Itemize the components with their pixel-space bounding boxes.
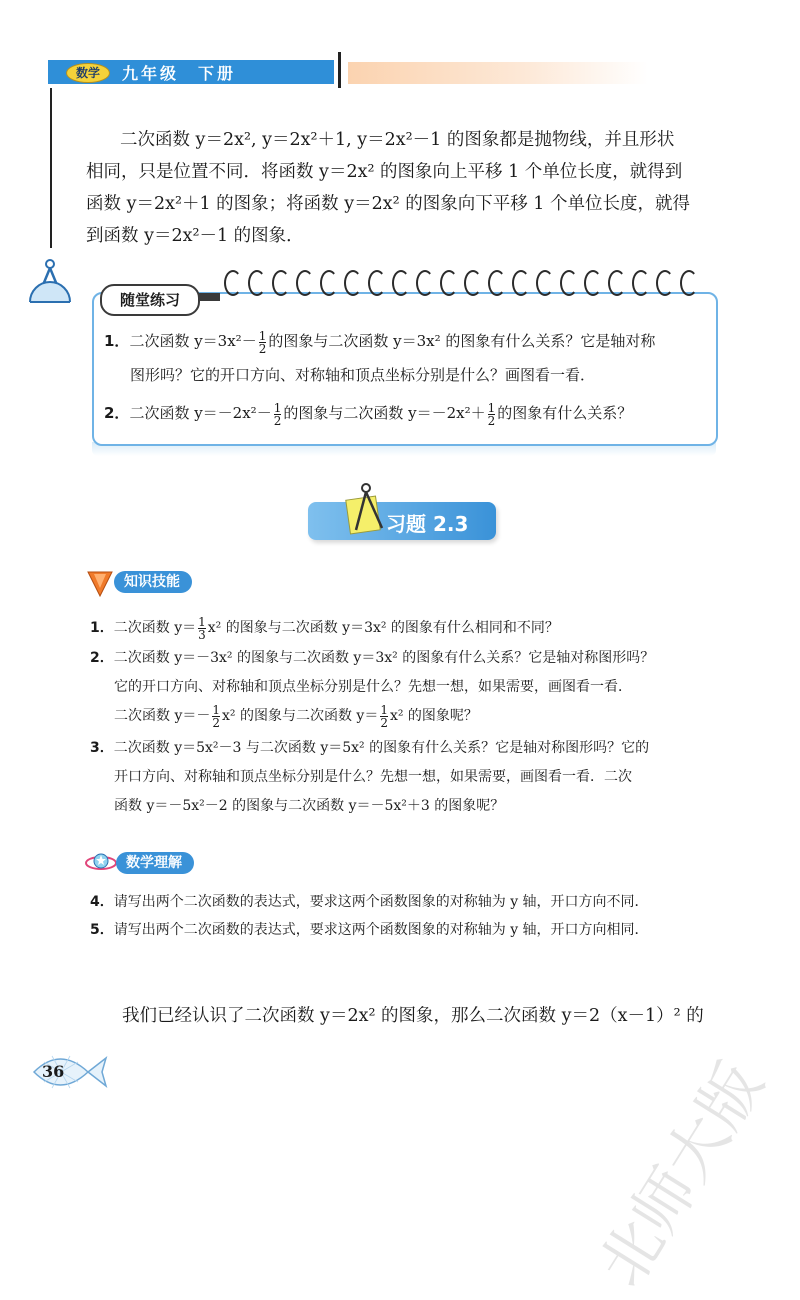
compass-icon [26, 258, 74, 308]
exercise-text: 函数 y＝－5x²－2 的图象与二次函数 y＝－5x²＋3 的图象呢？ [114, 798, 505, 814]
exercise-number: 1． [90, 620, 114, 636]
fraction [212, 704, 220, 729]
exercise-text: 它的开口方向、对称轴和顶点坐标分别是什么？先想一想，如果需要，画图看一看． [114, 679, 632, 695]
exercise-text: x² 的图象呢？ [389, 708, 478, 724]
intro-line-4: 到函数 y＝2x²－1 的图象． [86, 226, 304, 246]
fraction-numerator: 1 [258, 328, 267, 343]
spiral-ring [656, 270, 674, 296]
item-number: 2． [104, 404, 130, 422]
spiral-ring [392, 270, 410, 296]
spiral-ring [512, 270, 530, 296]
practice-item-2 [104, 400, 704, 427]
spiral-ring [632, 270, 650, 296]
exercise-text: x² 的图象与二次函数 y＝3x² 的图象有什么相同和不同？ [207, 620, 559, 636]
section-tag-understanding: 数学理解 [116, 852, 194, 874]
spiral-ring [440, 270, 458, 296]
closing-paragraph: 我们已经认识了二次函数 y＝2x² 的图象，那么二次函数 y＝2（x－1）² 的 [122, 1006, 704, 1026]
intro-line-3: 函数 y＝2x²＋1 的图象；将函数 y＝2x² 的图象向下平移 1 个单位长度，就得 [86, 194, 690, 214]
exercise-text: 请写出两个二次函数的表达式，要求这两个函数图象的对称轴为 y 轴，开口方向相同． [113, 922, 649, 938]
spiral-ring [416, 270, 434, 296]
spiral-ring [464, 270, 482, 296]
header-decoration [348, 62, 648, 84]
exercise-text: x² 的图象与二次函数 y＝ [222, 708, 379, 724]
header-separator [338, 52, 341, 88]
fraction [259, 330, 267, 355]
spiral-ring [368, 270, 386, 296]
item-text: 的图象与二次函数 y＝－2x²＋ [283, 404, 486, 422]
fraction-numerator: 1 [487, 400, 496, 415]
fraction-numerator: 1 [380, 702, 388, 717]
fraction-numerator: 1 [273, 400, 282, 415]
exercise-number: 2． [90, 650, 114, 666]
exercise-number: 4． [90, 894, 114, 910]
practice-label: 随堂练习 [100, 284, 200, 316]
item-text: 的图象有什么关系？ [497, 404, 633, 422]
exercise-3 [90, 734, 730, 821]
exercise-text: 开口方向、对称轴和顶点坐标分别是什么？先想一想，如果需要，画图看一看．二次 [114, 769, 632, 785]
subject-logo: 数学 [66, 63, 110, 83]
fraction-denominator: 2 [212, 715, 220, 730]
fraction-denominator: 2 [273, 413, 282, 428]
spiral-ring [272, 270, 290, 296]
fraction [198, 616, 206, 641]
spiral-ring [608, 270, 626, 296]
spiral-ring [224, 270, 242, 296]
exercise-1 [90, 614, 730, 643]
spiral-ring [560, 270, 578, 296]
practice-item-1-line-2: 图形吗？它的开口方向、对称轴和顶点坐标分别是什么？画图看一看． [130, 366, 596, 384]
diamond-icon [86, 568, 114, 598]
exercise-number: 5． [90, 922, 114, 938]
spiral-ring [488, 270, 506, 296]
fraction-denominator: 3 [198, 627, 206, 642]
book-title: 九年级 下册 [122, 64, 237, 83]
item-number: 1． [104, 332, 130, 350]
spiral-ring [680, 270, 698, 296]
fraction-denominator: 2 [258, 341, 267, 356]
planet-star-icon [84, 846, 118, 876]
exercise-4 [90, 888, 730, 917]
spiral-ring [248, 270, 266, 296]
spiral-ring [320, 270, 338, 296]
exercise-banner-title: 习题 2.3 [386, 512, 469, 536]
intro-line-1: 二次函数 y＝2x², y＝2x²＋1, y＝2x²－1 的图象都是抛物线，并且形状 [120, 130, 675, 150]
exercise-text: 二次函数 y＝－3x² 的图象与二次函数 y＝3x² 的图象有什么关系？它是轴对称图形吗？ [113, 650, 655, 666]
fraction-numerator: 1 [198, 614, 206, 629]
spiral-ring [344, 270, 362, 296]
exercise-text-line-3 [90, 702, 730, 731]
item-text: 的图象与二次函数 y＝3x² 的图象有什么关系？它是轴对称 [268, 332, 656, 350]
spiral-ring [584, 270, 602, 296]
exercise-number: 3． [90, 740, 114, 756]
fraction [380, 704, 388, 729]
item-text: 二次函数 y＝3x²－ [129, 332, 257, 350]
fraction-denominator: 2 [380, 715, 388, 730]
item-text: 二次函数 y＝－2x²－ [129, 404, 272, 422]
spiral-ring [536, 270, 554, 296]
intro-line-2: 相同，只是位置不同．将函数 y＝2x² 的图象向上平移 1 个单位长度，就得到 [86, 162, 683, 182]
fraction [488, 402, 496, 427]
exercise-text: 二次函数 y＝－ [114, 708, 211, 724]
fraction-numerator: 1 [212, 702, 220, 717]
intro-paragraph [86, 124, 720, 252]
spiral-ring [296, 270, 314, 296]
margin-rule [50, 88, 52, 248]
fraction-denominator: 2 [487, 413, 496, 428]
practice-item-1 [104, 328, 704, 355]
exercise-2 [90, 644, 730, 731]
exercise-text: 二次函数 y＝5x²－3 与二次函数 y＝5x² 的图象有什么关系？它是轴对称图形吗？它的 [113, 740, 650, 756]
section-tag-skills: 知识技能 [114, 571, 192, 593]
exercise-5 [90, 916, 730, 945]
exercise-text: 二次函数 y＝ [113, 620, 197, 636]
page-number: 36 [42, 1062, 65, 1081]
watermark: 北师大版 [584, 1049, 778, 1299]
exercise-text: 请写出两个二次函数的表达式，要求这两个函数图象的对称轴为 y 轴，开口方向不同． [113, 894, 649, 910]
fraction [274, 402, 282, 427]
compass-note-icon [344, 480, 390, 542]
